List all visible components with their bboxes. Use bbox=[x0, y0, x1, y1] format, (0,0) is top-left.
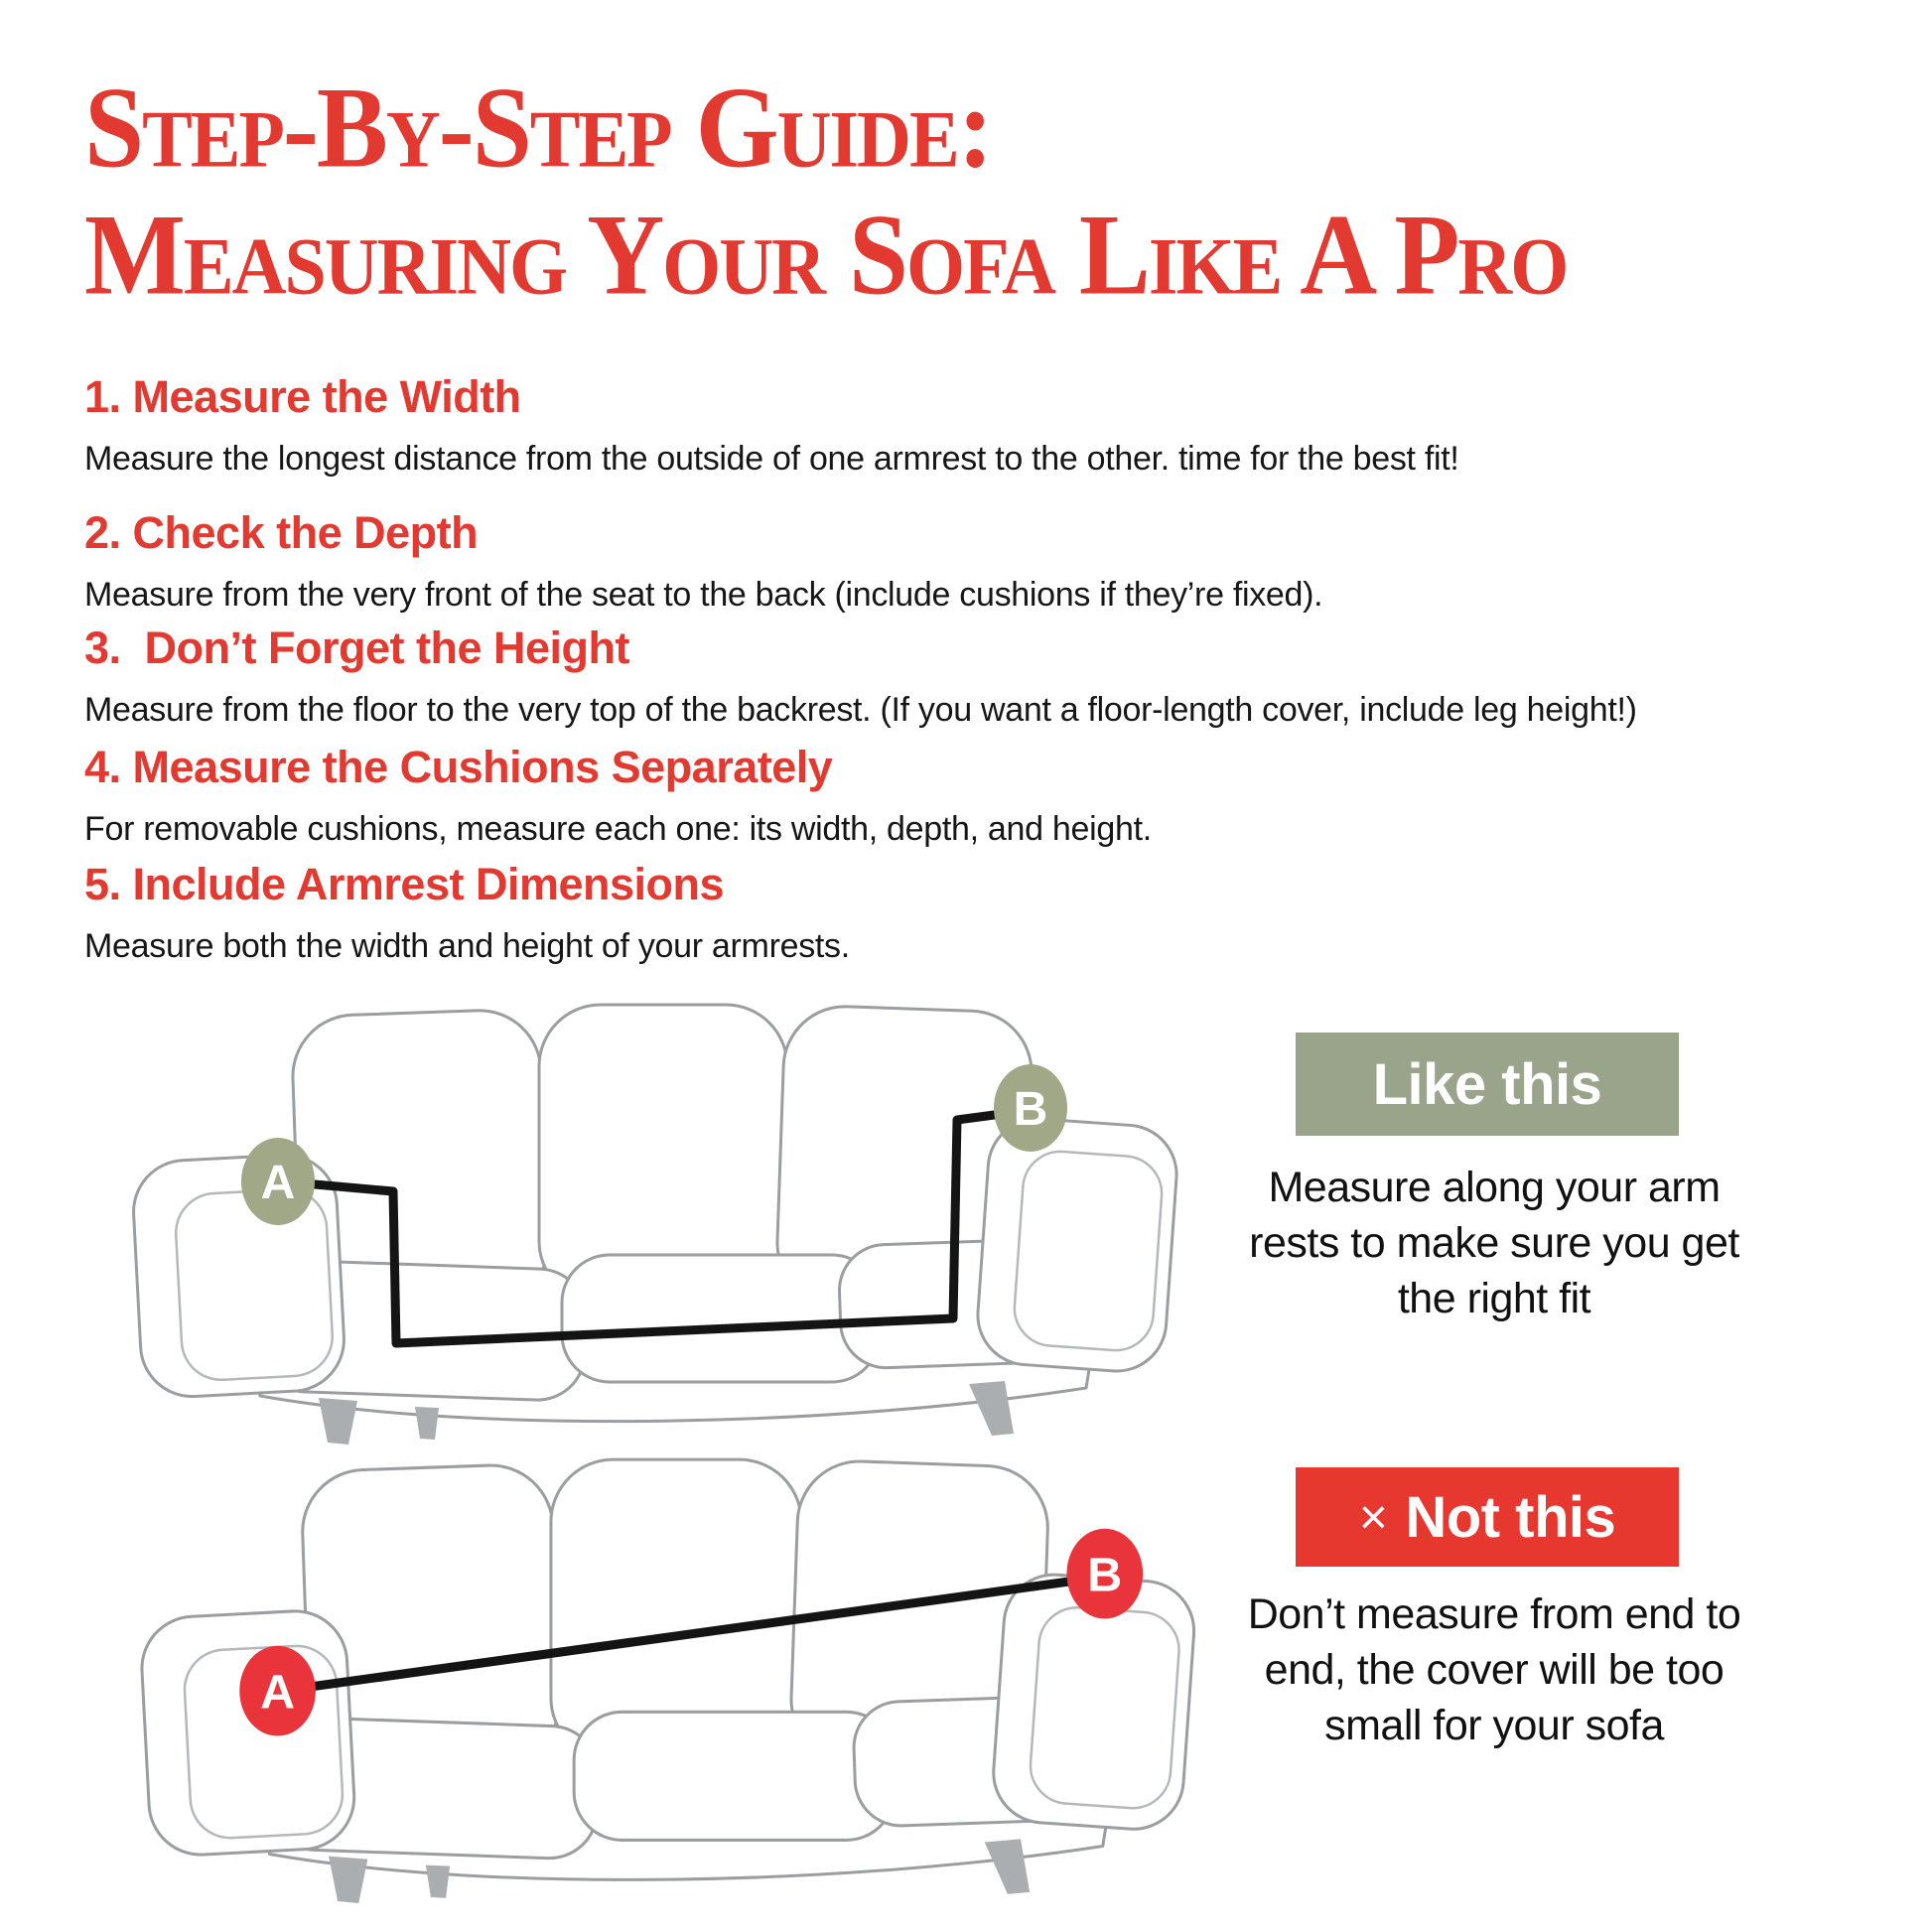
step-4-heading: 4. Measure the Cushions Separately bbox=[84, 742, 833, 792]
marker-a-correct-label: A bbox=[260, 1157, 296, 1209]
step-1-heading: 1. Measure the Width bbox=[84, 371, 521, 422]
not-this-badge bbox=[1296, 1467, 1679, 1567]
step-3-heading: 3. Don’t Forget the Height bbox=[84, 622, 629, 673]
step-1-body: Measure the longest distance from the outside of one armrest to the other. time for the best fit! bbox=[84, 440, 1459, 478]
marker-b-incorrect-label: B bbox=[1087, 1548, 1123, 1602]
step-5-body: Measure both the width and height of your armrests. bbox=[84, 927, 850, 965]
step-2-body: Measure from the very front of the seat to the back (include cushions if they’re fixed). bbox=[84, 576, 1323, 614]
not-this-badge-label: Not this bbox=[1405, 1484, 1616, 1550]
step-3-body: Measure from the floor to the very top of the backrest. (If you want a floor-length cover, include leg height!) bbox=[84, 691, 1637, 729]
step-5 bbox=[84, 860, 1891, 967]
step-2 bbox=[84, 508, 1891, 616]
step-5-heading: 5. Include Armrest Dimensions bbox=[84, 859, 725, 909]
marker-a-incorrect-label: A bbox=[260, 1665, 296, 1720]
sofa-illustration-correct bbox=[87, 991, 1229, 1448]
like-this-badge bbox=[1296, 1033, 1679, 1136]
like-this-badge-label: Like this bbox=[1372, 1051, 1602, 1117]
page-title-line1: Step-By-Step Guide: bbox=[84, 64, 992, 193]
step-4-body: For removable cushions, measure each one: its width, depth, and height. bbox=[84, 810, 1152, 848]
x-icon: × bbox=[1358, 1489, 1388, 1545]
sofa-incorrect-drawing bbox=[95, 1446, 1247, 1906]
step-4 bbox=[84, 743, 1891, 850]
step-2-heading: 2. Check the Depth bbox=[84, 507, 479, 558]
sofa-illustration-incorrect bbox=[95, 1446, 1247, 1906]
marker-b-correct-label: B bbox=[1013, 1083, 1048, 1136]
step-1 bbox=[84, 372, 1891, 480]
like-this-caption: Measure along your arm rests to make sure you get the right fit bbox=[1249, 1164, 1739, 1322]
not-this-caption: Don’t measure from end to end, the cover will be too small for your sofa bbox=[1247, 1590, 1741, 1749]
page-title-line2: Measuring Your Sofa Like A Pro bbox=[84, 191, 1568, 320]
sofa-correct-drawing bbox=[87, 991, 1229, 1448]
step-3 bbox=[84, 623, 1891, 731]
